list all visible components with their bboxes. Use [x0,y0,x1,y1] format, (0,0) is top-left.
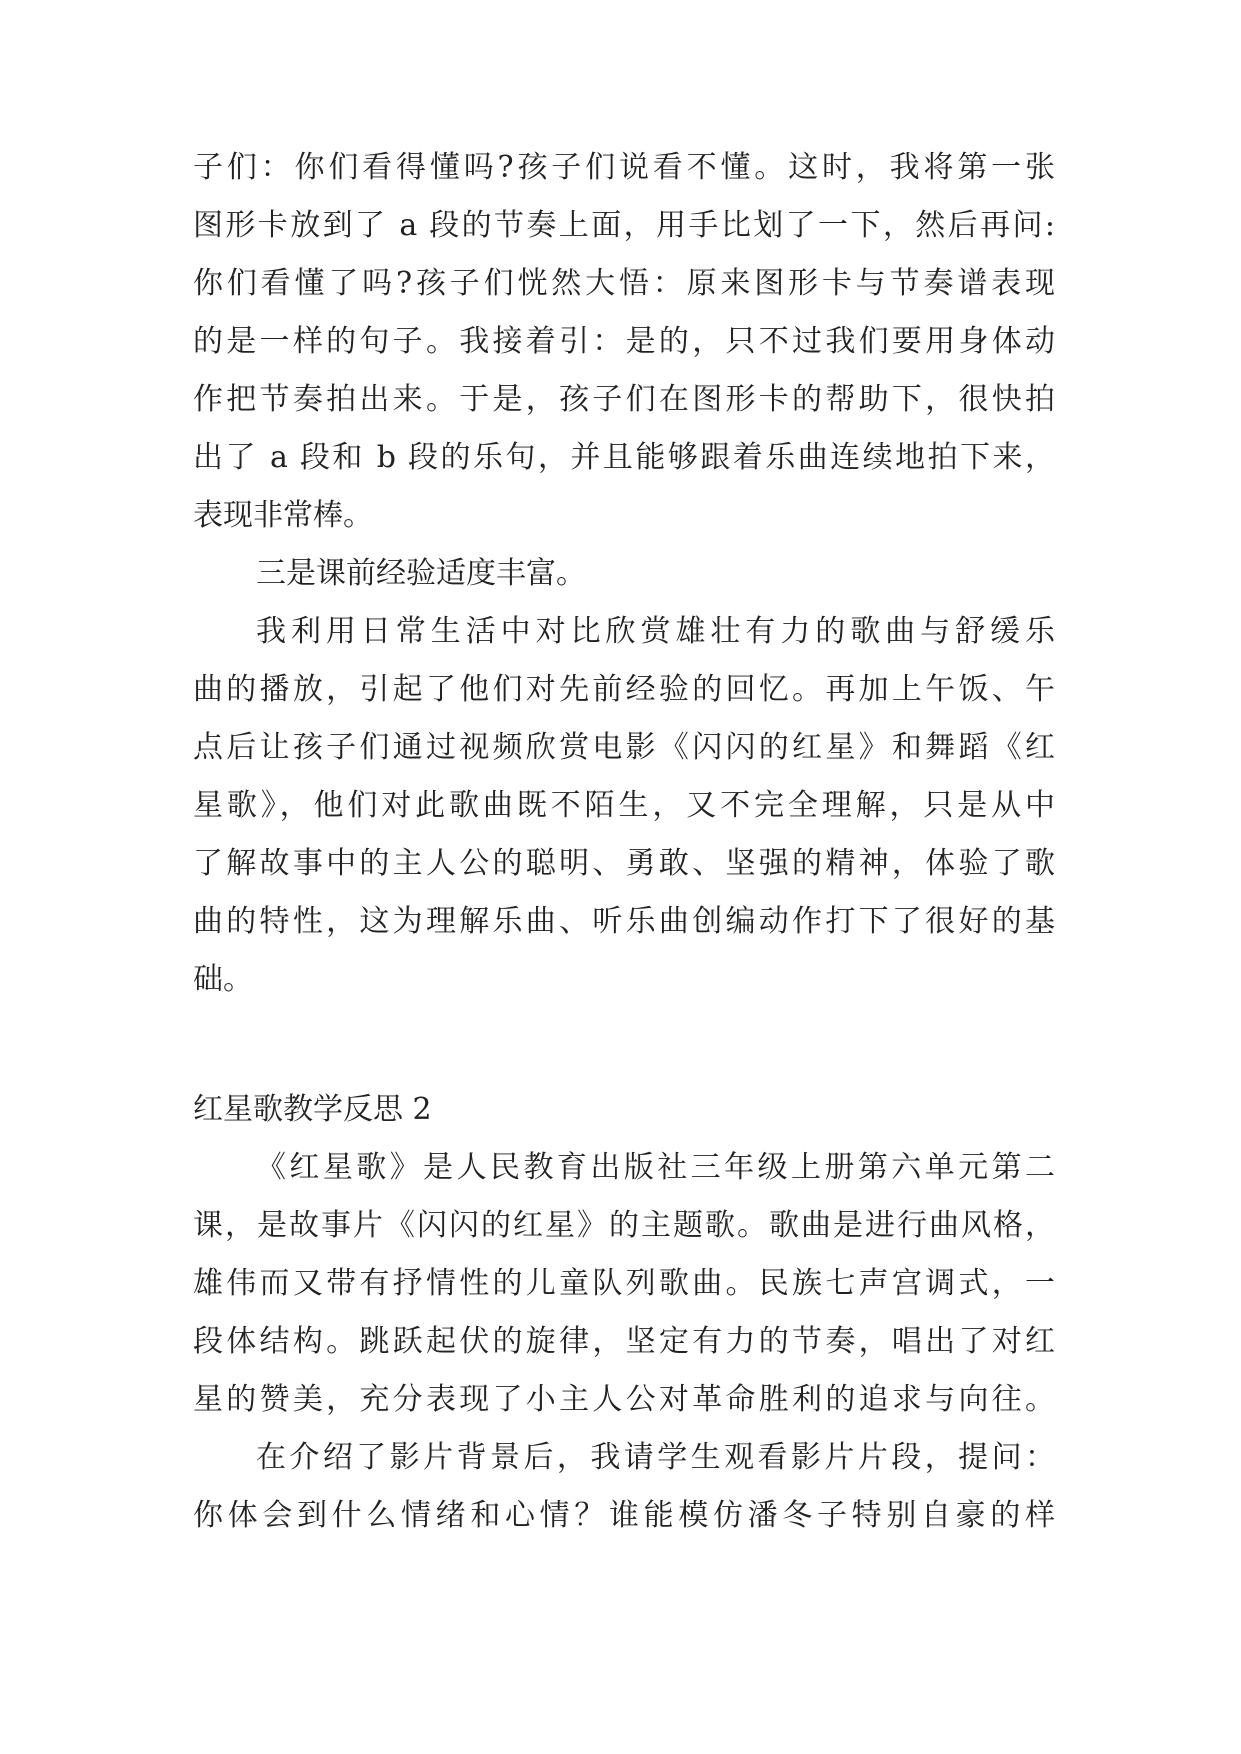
section-title: 红星歌教学反思 2 [193,1092,432,1127]
paragraph-line: 础。 [193,962,253,997]
point-three-heading: 三是课前经验适度丰富。 [256,556,586,591]
paragraph-line: 的是一样的句子。我接着引：是的，只不过我们要用身体动 [193,324,1055,359]
paragraph-line: 星的赞美，充分表现了小主人公对革命胜利的追求与向往。 [193,1382,1055,1417]
paragraph-line: 你体会到什么情绪和心情？谁能模仿潘冬子特别自豪的样 [193,1498,1055,1533]
paragraph-line: 曲的播放，引起了他们对先前经验的回忆。再加上午饭、午 [193,672,1055,707]
section-2-text [193,1081,1055,1545]
paragraph-line: 我利用日常生活中对比欣赏雄壮有力的歌曲与舒缓乐 [256,614,1055,649]
paragraph-line: 段体结构。跳跃起伏的旋律，坚定有力的节奏，唱出了对红 [193,1324,1055,1359]
paragraph-line: 雄伟而又带有抒情性的儿童队列歌曲。民族七声宫调式，一 [193,1266,1055,1301]
paragraph-line: 课，是故事片《闪闪的红星》的主题歌。歌曲是进行曲风格， [193,1208,1055,1243]
paragraph-line: 星歌》，他们对此歌曲既不陌生，又不完全理解，只是从中 [193,788,1055,823]
paragraph-line: 图形卡放到了 a 段的节奏上面，用手比划了一下，然后再问: [193,208,1055,243]
paragraph-line: 表现非常棒。 [193,498,373,533]
paragraph-line: 作把节奏拍出来。于是，孩子们在图形卡的帮助下，很快拍 [193,382,1055,417]
paragraph-line: 曲的特性，这为理解乐曲、听乐曲创编动作打下了很好的基 [193,904,1055,939]
paragraph-line: 在介绍了影片背景后，我请学生观看影片片段，提问： [256,1440,1055,1475]
paragraph-line: 子们：你们看得懂吗?孩子们说看不懂。这时，我将第一张 [193,150,1055,185]
paragraph-line: 点后让孩子们通过视频欣赏电影《闪闪的红星》和舞蹈《红 [193,730,1055,765]
paragraph-line: 了解故事中的主人公的聪明、勇敢、坚强的精神，体验了歌 [193,846,1055,881]
paragraph-line: 出了 a 段和 b 段的乐句，并且能够跟着乐曲连续地拍下来， [193,440,1055,475]
paragraph-line: 你们看懂了吗?孩子们恍然大悟：原来图形卡与节奏谱表现 [193,266,1055,301]
section-1-text [193,139,1055,1009]
paragraph-line: 《红星歌》是人民教育出版社三年级上册第六单元第二 [256,1150,1055,1185]
